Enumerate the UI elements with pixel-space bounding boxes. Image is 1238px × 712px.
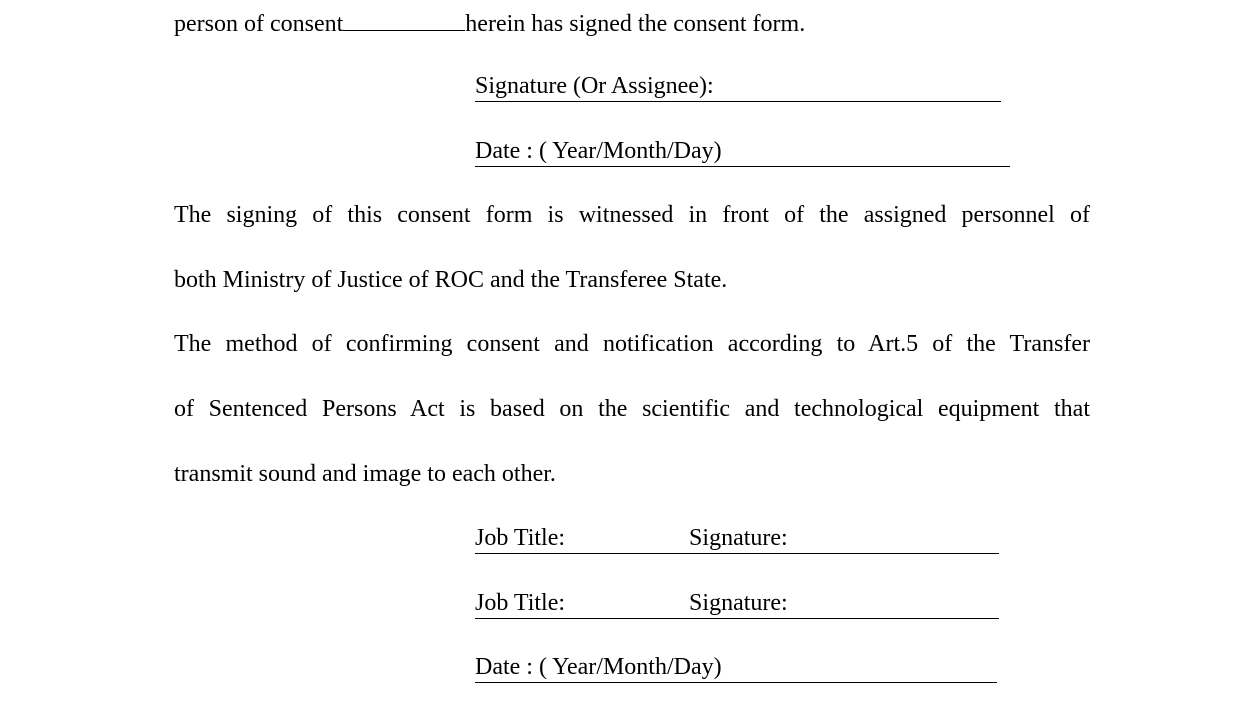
method-paragraph-line-1: The method of confirming consent and notification according to Art.5 of the Transfer: [174, 331, 1090, 357]
signature-label-1: Signature:: [689, 525, 788, 551]
method-paragraph-line-2: of Sentenced Persons Act is based on the scientific and technological equipment that: [174, 396, 1090, 422]
job-title-signature-line-2: [475, 588, 999, 619]
date-line-2: [475, 652, 997, 683]
job-title-signature-line-1: [475, 523, 999, 554]
signature-assignee-label: Signature (Or Assignee):: [475, 73, 714, 99]
signature-label-2: Signature:: [689, 590, 788, 616]
consent-name-blank: [343, 8, 465, 31]
signature-assignee-line: [475, 71, 1001, 102]
job-title-label-1: Job Title:: [475, 525, 566, 551]
witness-paragraph-line-2: both Ministry of Justice of ROC and the Transferee State.: [174, 267, 728, 293]
witness-paragraph-line-1: The signing of this consent form is witnessed in front of the assigned personnel of: [174, 202, 1090, 228]
method-paragraph-line-3: transmit sound and image to each other.: [174, 461, 556, 487]
date-line-1: [475, 136, 1010, 167]
date-label-1: Date : ( Year/Month/Day): [475, 138, 722, 164]
consent-statement: [174, 8, 1090, 39]
consent-prefix: person of consent: [174, 11, 344, 37]
date-label-2: Date : ( Year/Month/Day): [475, 654, 722, 680]
consent-suffix: herein has signed the consent form.: [465, 11, 806, 37]
job-title-label-2: Job Title:: [475, 590, 566, 616]
